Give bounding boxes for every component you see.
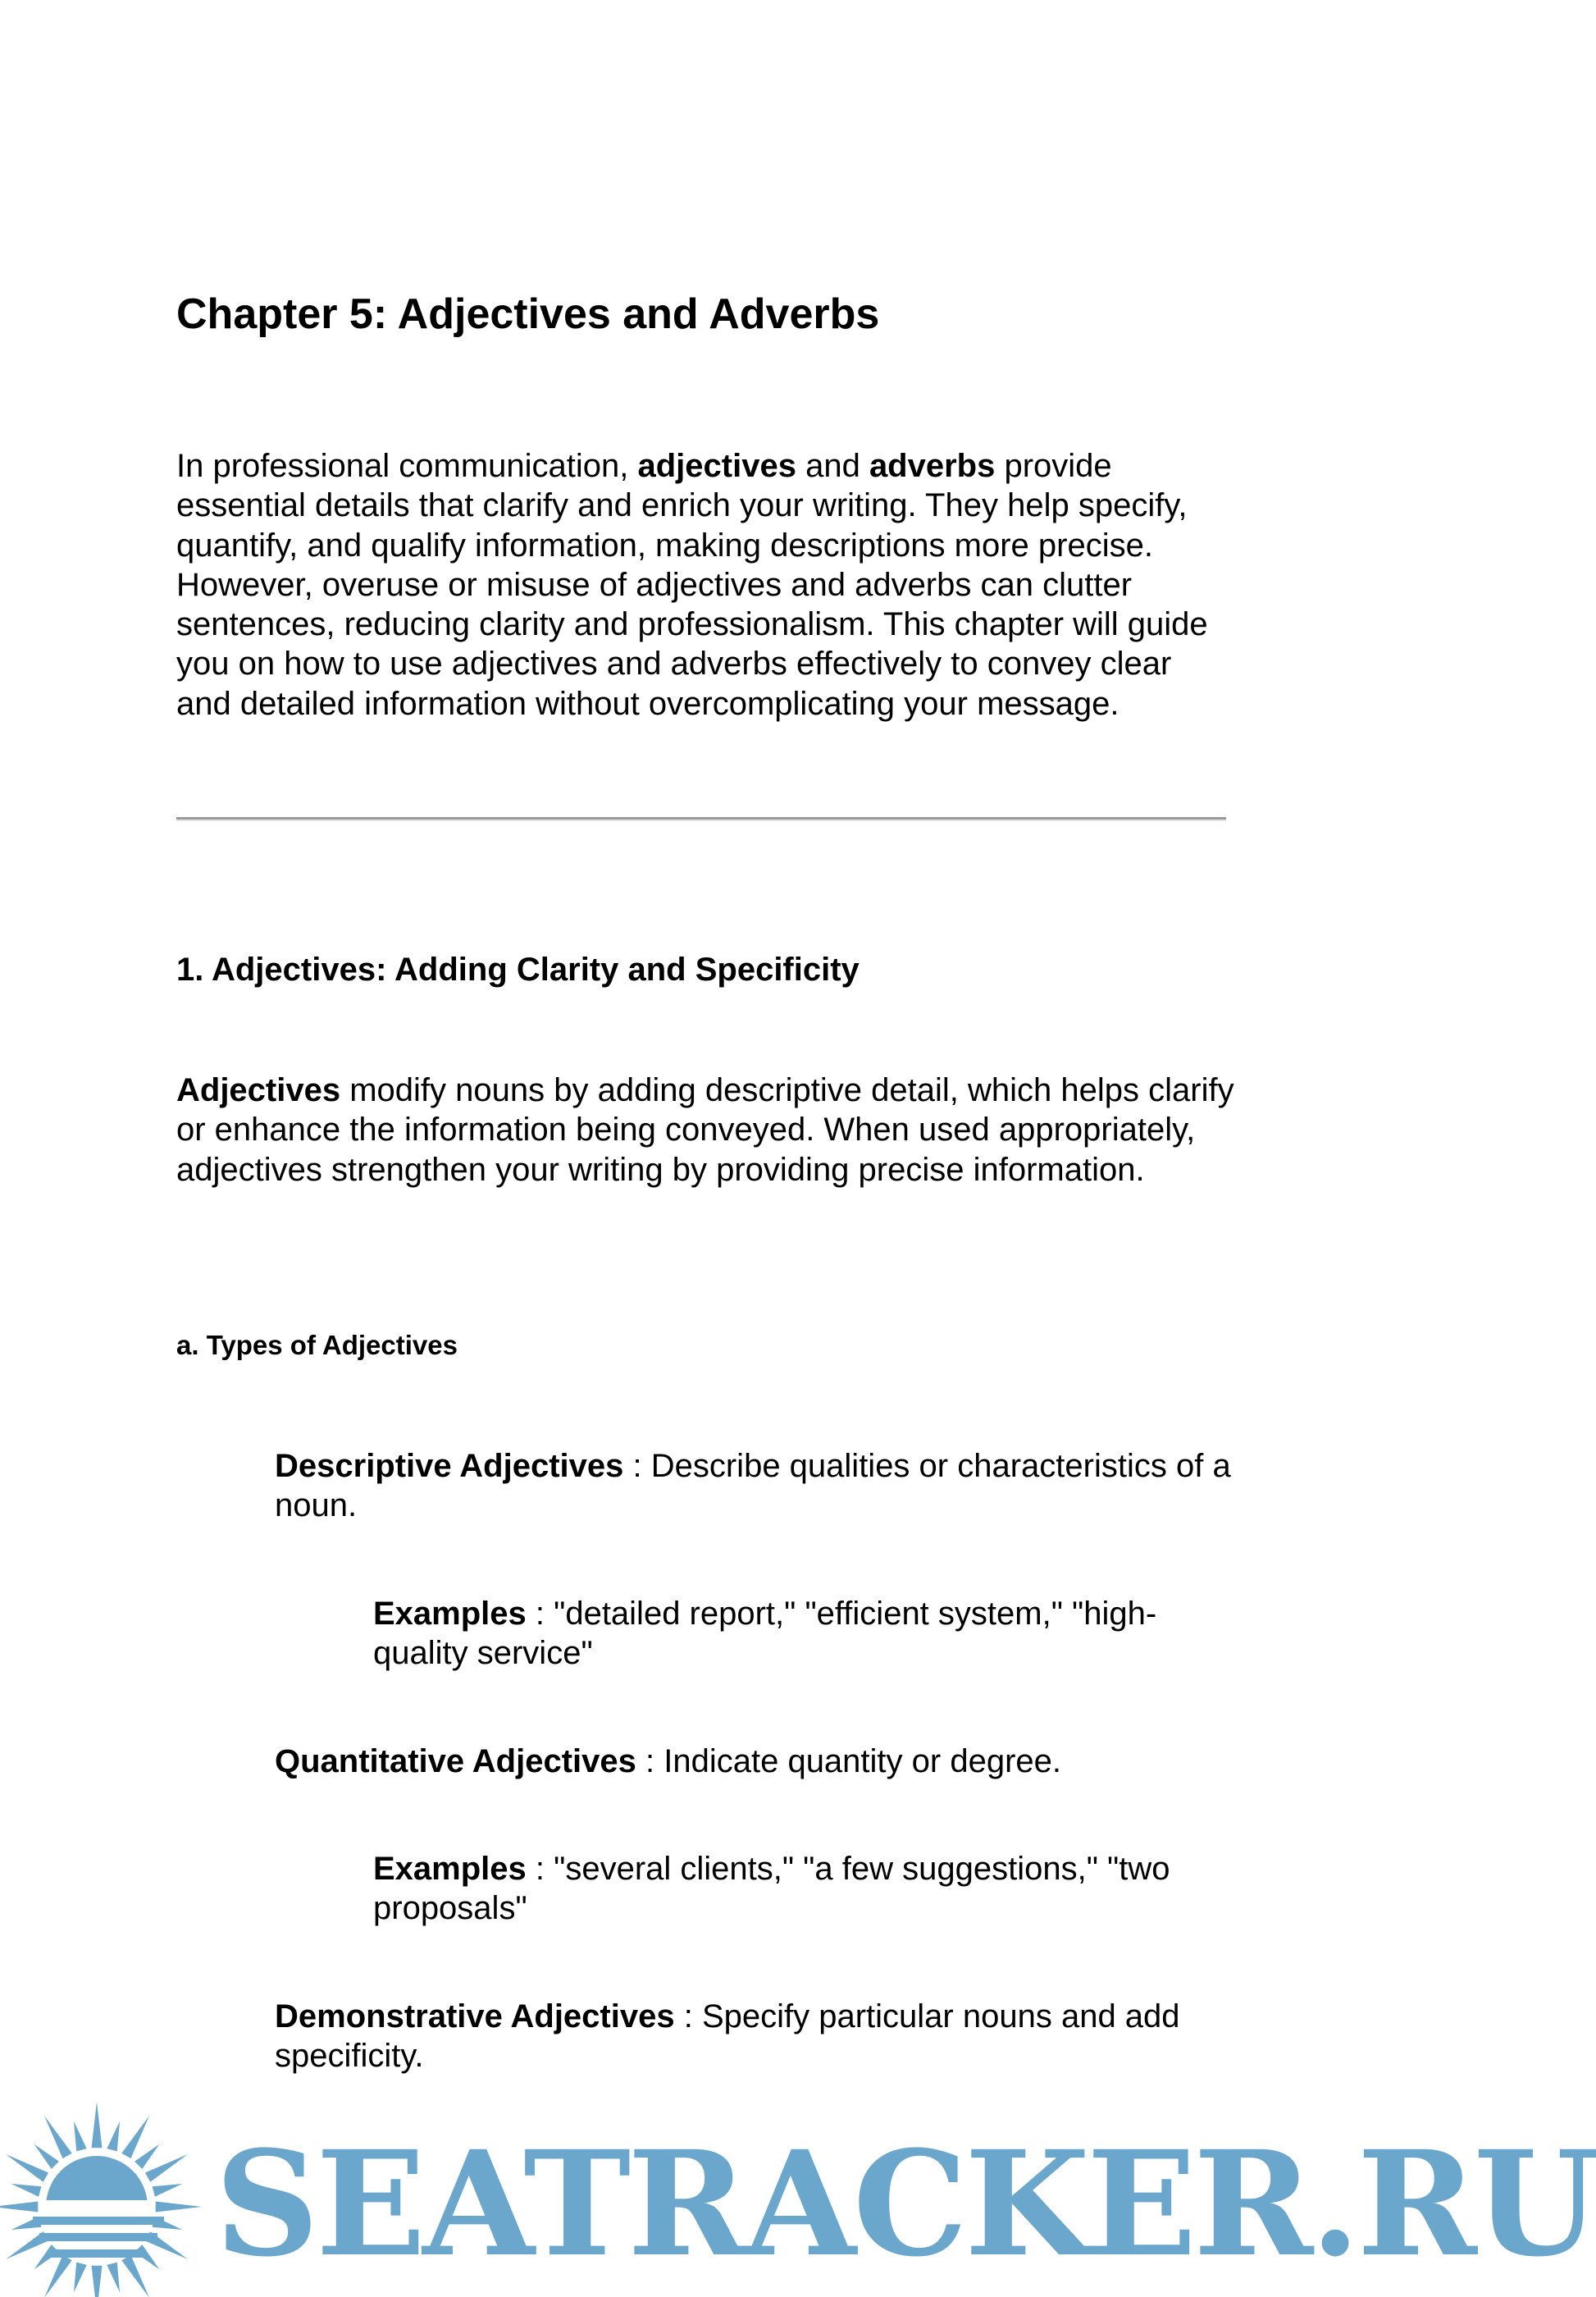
sun-ray [153,2184,183,2197]
item-definition: : Indicate quantity or degree. [636,1743,1061,1779]
sun-ray [121,2116,149,2158]
sun-ray [107,2121,120,2152]
section-term: Adjectives [176,1072,341,1108]
sun-ray [44,2255,72,2297]
sun-ray [121,2255,149,2297]
watermark-text: SEATRACKER.RU [215,2119,1596,2289]
list-item [275,1997,1234,2076]
sun-ray [74,2263,87,2293]
sun-ray [11,2184,42,2197]
sun-ray [0,2202,38,2213]
examples-label: Examples [373,1851,527,1887]
term-adverbs: adverbs [869,448,996,484]
examples-text: : "several clients," "a few suggestions," "two proposals" [373,1851,1170,1927]
section-divider [176,817,1226,821]
sun-ray [34,2144,59,2169]
examples-label: Examples [373,1596,527,1632]
sun-ray [92,2102,103,2148]
intro-lead: In professional communication, [176,448,638,484]
item-term: Quantitative Adjectives [275,1743,636,1779]
intro-rest: provide essential details that clarify and enrich your writing. They help specify, quantify, and qualify information, making descriptions more precise. However, overuse or misuse of adjectives and adverbs can clutter sentences, reducing clarity and professionalism. This chapter will guide you on how to use adjectives and adverbs effectively to convey clear and detailed information without overcomplicating your message. [176,448,1208,722]
intro-mid: and [796,448,869,484]
item-definition: : Specify particular nouns and add specificity. [275,1998,1180,2075]
list-item [275,1446,1234,1526]
term-adjectives: adjectives [637,448,796,484]
sun-ray [6,2154,48,2182]
sun-ray [156,2202,202,2213]
sun-ray [92,2266,103,2297]
examples-text: : "detailed report," "efficient system," "high-quality service" [373,1596,1157,1672]
intro-paragraph [176,446,1234,724]
item-term: Descriptive Adjectives [275,1448,624,1484]
item-term: Demonstrative Adjectives [275,1998,675,2034]
examples-item [373,1849,1234,1929]
sun-ray [74,2121,87,2152]
sun-ray [44,2116,72,2158]
section-heading: 1. Adjectives: Adding Clarity and Specificity [176,952,860,988]
list-item [275,1742,1234,1781]
chapter-title: Chapter 5: Adjectives and Adverbs [176,290,880,338]
item-definition: : Describe qualities or characteristics of a noun. [275,1448,1231,1524]
subsection-heading: a. Types of Adjectives [176,1330,458,1360]
sun-ray [107,2263,120,2293]
sun-ray [135,2144,159,2169]
sun-ray [145,2154,188,2182]
section-paragraph [176,1071,1234,1190]
section-text: modify nouns by adding descriptive detail, which helps clarify or enhance the information being conveyed. When used appropriately, adjectives strengthen your writing by providing precise information. [176,1072,1234,1188]
examples-item [373,1594,1234,1674]
